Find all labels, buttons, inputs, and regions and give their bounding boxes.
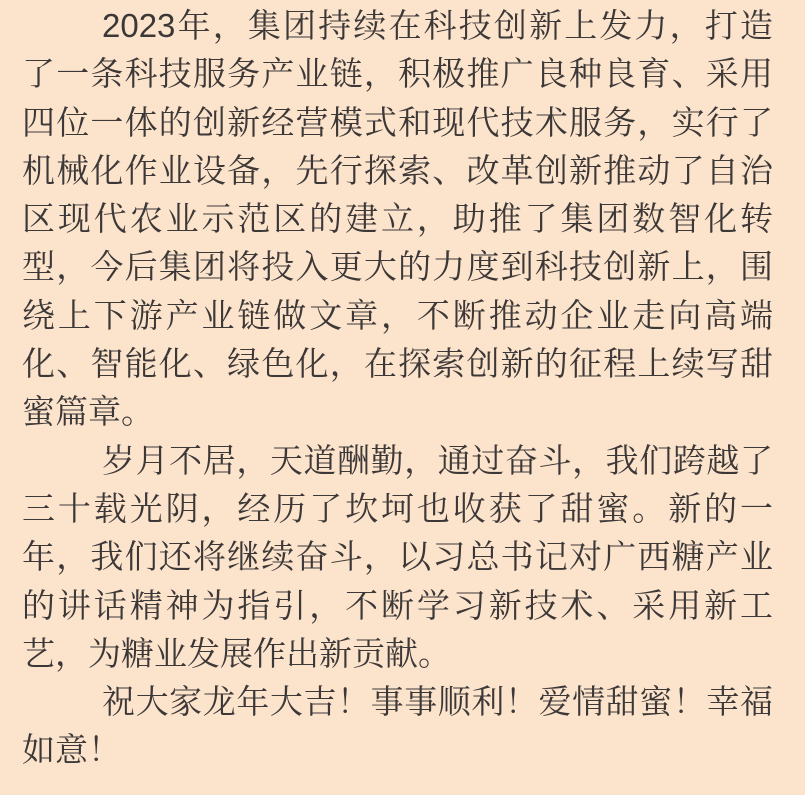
text-line: 艺，为糖业发展作出新贡献。: [22, 634, 451, 672]
text-line: 型，今后集团将投入更大的力度到科技创新上，围: [22, 248, 773, 286]
text-line: 年，我们还将继续奋斗，以习总书记对广西糖产业: [22, 538, 773, 576]
paragraph-3: [22, 678, 773, 775]
paragraph-1: [22, 2, 773, 437]
text-line: 机械化作业设备，先行探索、改革创新推动了自治: [22, 151, 773, 189]
paragraph-2: [22, 437, 773, 678]
article-body: [22, 2, 773, 775]
text-line: 四位一体的创新经营模式和现代技术服务，实行了: [22, 103, 773, 141]
text-line: 岁月不居，天道酬勤，通过奋斗，我们跨越了: [102, 441, 773, 479]
text-line: 如意！: [22, 731, 121, 769]
text-line: 化、智能化、绿色化，在探索创新的征程上续写甜: [22, 345, 773, 383]
text-line: 三十载光阴，经历了坎坷也收获了甜蜜。新的一: [22, 489, 773, 527]
text-line: 祝大家龙年大吉！事事顺利！爱情甜蜜！幸福: [102, 683, 773, 721]
text-line: 蜜篇章。: [22, 393, 154, 431]
text-line: 绕上下游产业链做文章，不断推动企业走向高端: [22, 296, 773, 334]
text-line: 的讲话精神为指引，不断学习新技术、采用新工: [22, 586, 773, 624]
text-line: 了一条科技服务产业链，积极推广良种良育、采用: [22, 55, 773, 93]
text-line: 2023年，集团持续在科技创新上发力，打造: [102, 7, 773, 44]
text-line: 区现代农业示范区的建立，助推了集团数智化转: [22, 200, 773, 238]
